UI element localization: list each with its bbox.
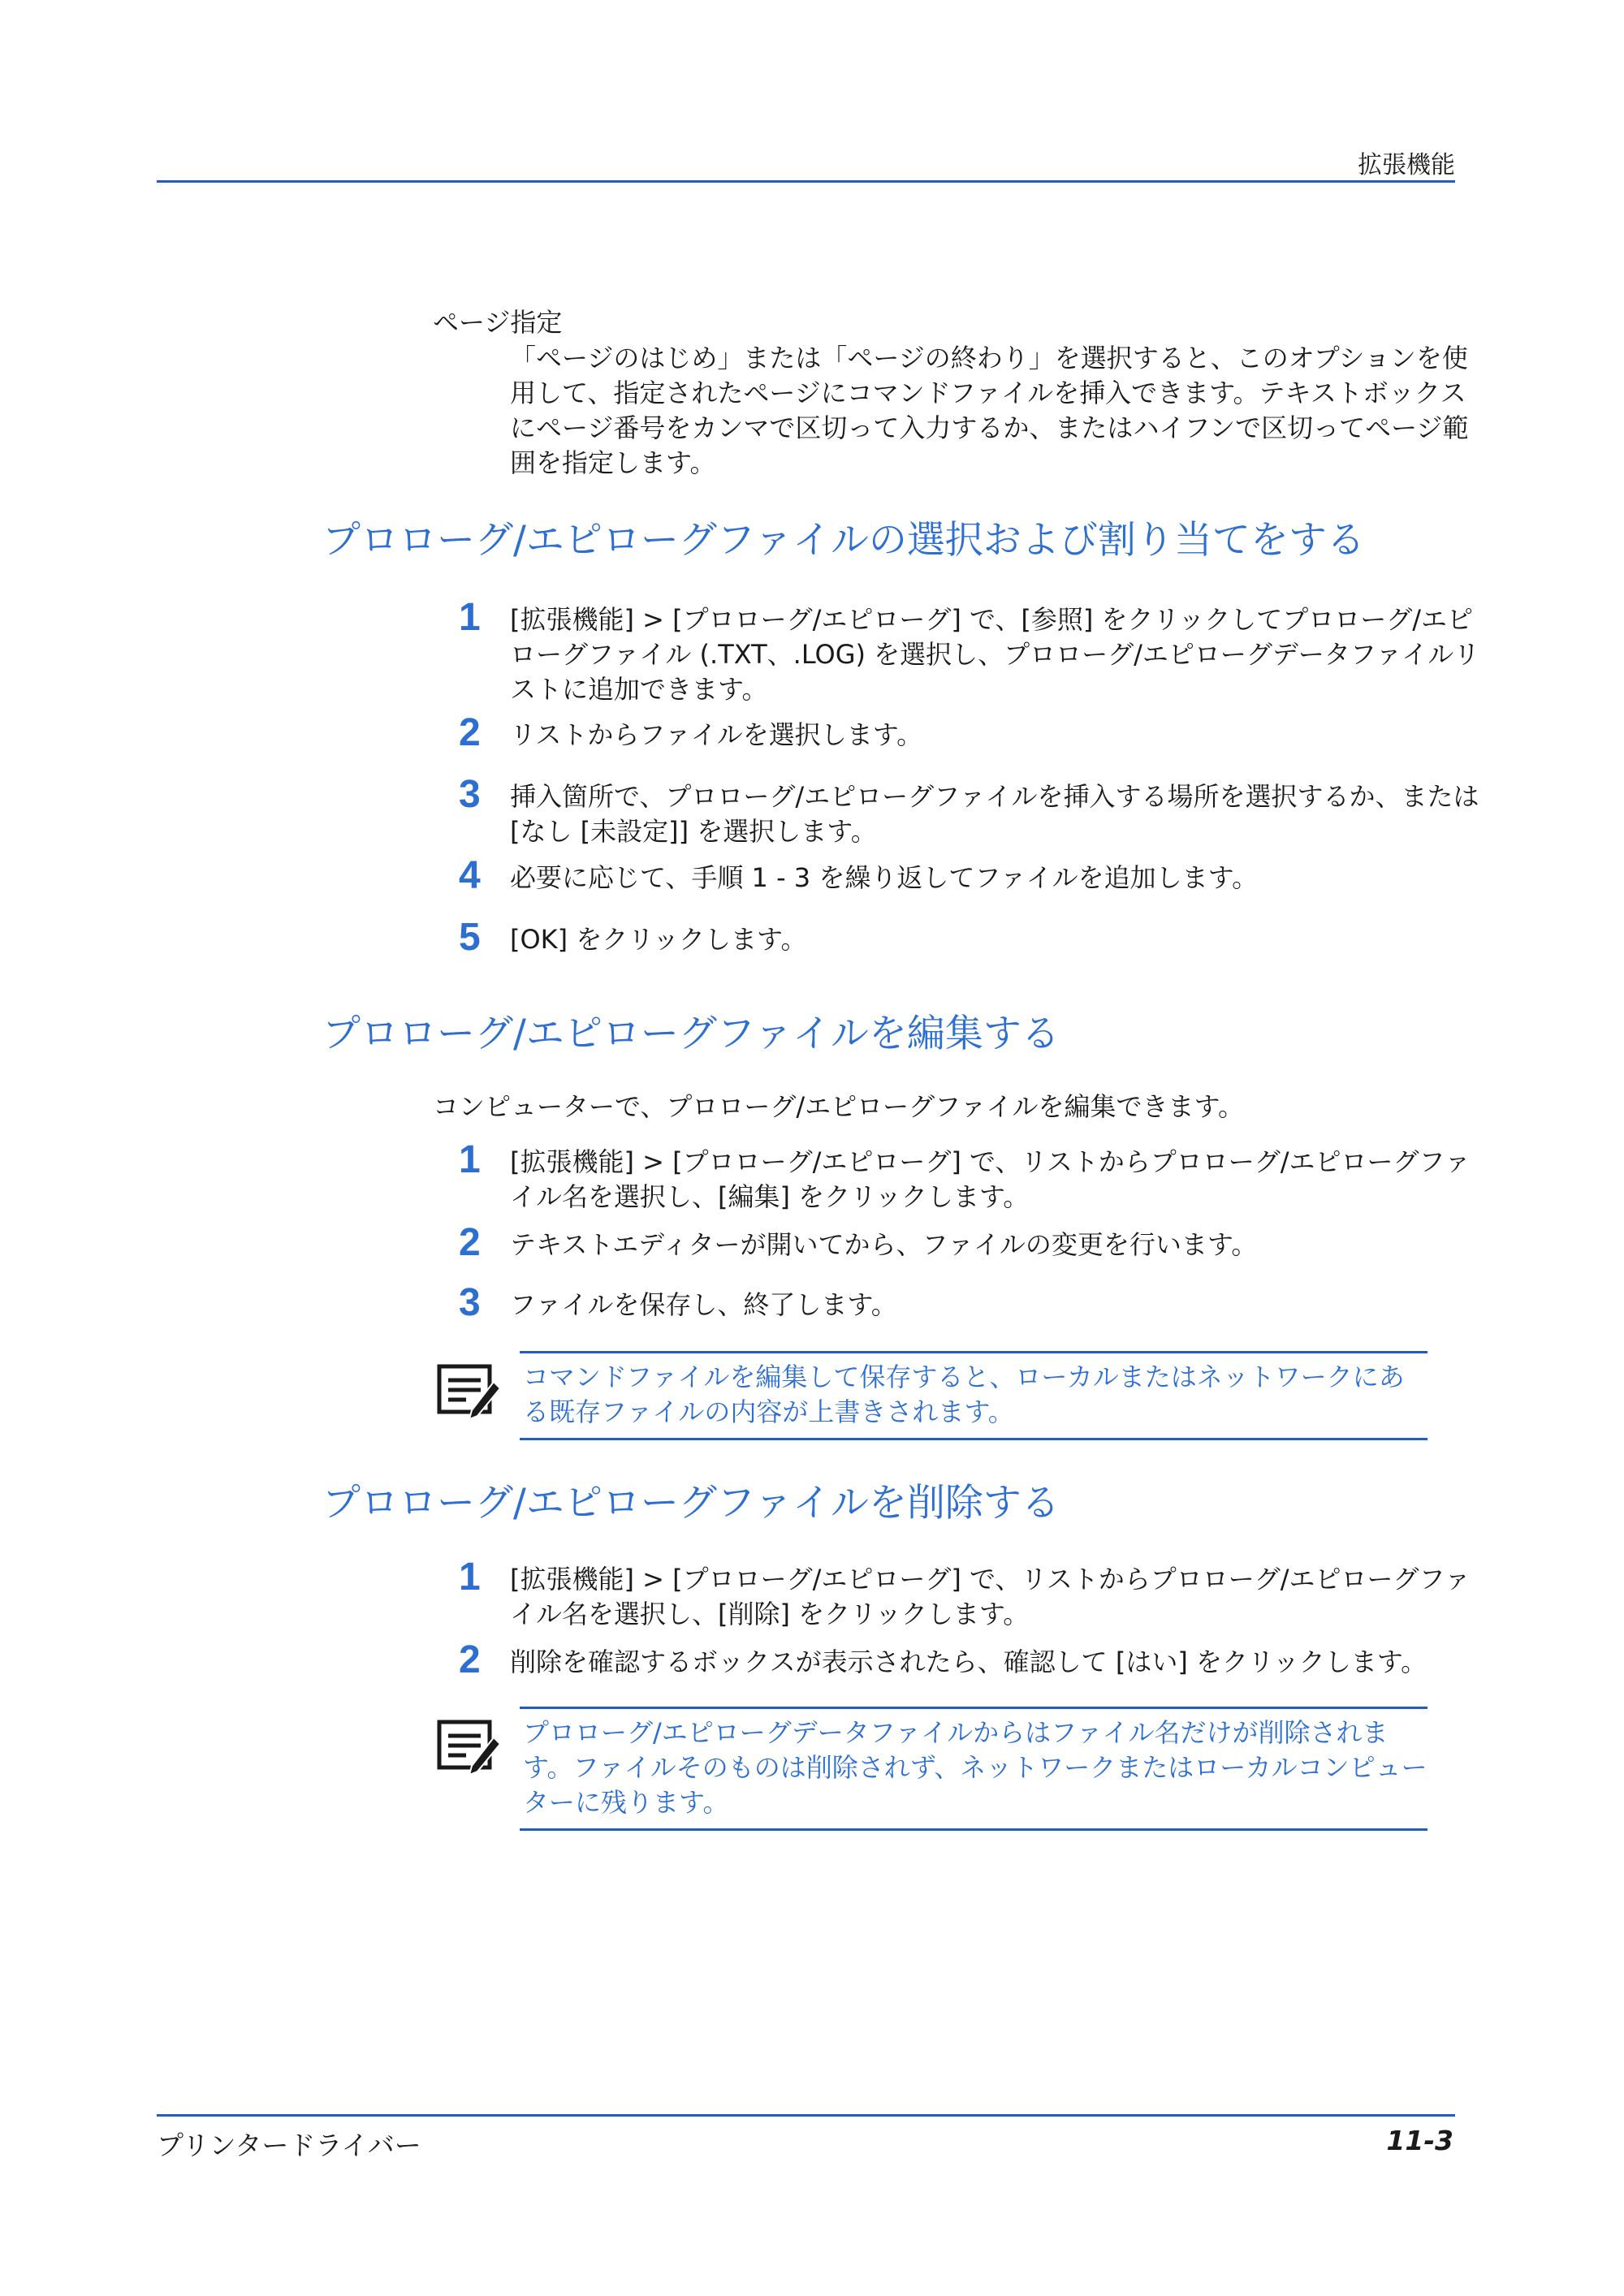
step-item <box>459 711 1490 754</box>
step-number: 1 <box>459 1556 481 1599</box>
note-box <box>520 1707 1427 1831</box>
running-header: 拡張機能 <box>1358 151 1455 179</box>
step-item <box>459 1281 1490 1324</box>
step-text: [OK] をクリックします。 <box>510 924 807 955</box>
step-item <box>459 916 1490 959</box>
note-icon <box>437 1720 502 1778</box>
note-text: コマンドファイルを編集して保存すると、ローカルまたはネットワークにある既存ファイルの内容が上書きされます。 <box>523 1362 1405 1427</box>
definition-description: 「ページのはじめ」または「ページの終わり」を選択すると、このオプションを使用して、指定されたページにコマンドファイルを挿入できます。テキストボックスにページ番号をカンマで区切って入力するか、またはハイフンで区切ってページ範囲を指定します。 <box>510 343 1469 478</box>
step-text: [拡張機能] > [プロローグ/エピローグ] で、リストからプロローグ/エピローグファイル名を選択し、[編集] をクリックします。 <box>510 1146 1471 1212</box>
section-heading-select: プロローグ/エピローグファイルの選択および割り当てをする <box>322 518 1365 563</box>
header-rule <box>157 180 1455 183</box>
step-number: 3 <box>459 773 481 816</box>
step-number: 5 <box>459 916 481 959</box>
step-number: 2 <box>459 1221 481 1264</box>
definition-term: ページ指定 <box>433 307 563 338</box>
page-number: 11-3 <box>1386 2125 1453 2156</box>
step-item <box>459 773 1490 849</box>
step-text: 削除を確認するボックスが表示されたら、確認して [はい] をクリックします。 <box>510 1646 1427 1677</box>
note-icon <box>437 1364 502 1422</box>
step-number: 2 <box>459 1638 481 1681</box>
step-text: [拡張機能] > [プロローグ/エピローグ] で、リストからプロローグ/エピローグファイル名を選択し、[削除] をクリックします。 <box>510 1564 1471 1629</box>
step-text: テキストエディターが開いてから、ファイルの変更を行います。 <box>510 1229 1258 1260</box>
note-box <box>520 1351 1427 1440</box>
step-item <box>459 1638 1490 1681</box>
step-text: ファイルを保存し、終了します。 <box>510 1289 897 1320</box>
section-heading-edit: プロローグ/エピローグファイルを編集する <box>322 1012 1060 1056</box>
step-item <box>459 1221 1490 1264</box>
step-item <box>459 1556 1490 1632</box>
step-number: 3 <box>459 1281 481 1324</box>
section-intro: コンピューターで、プロローグ/エピローグファイルを編集できます。 <box>433 1091 1244 1122</box>
step-number: 2 <box>459 711 481 754</box>
step-text: リストからファイルを選択します。 <box>510 719 923 750</box>
footer-rule <box>157 2114 1455 2117</box>
step-number: 1 <box>459 596 481 639</box>
step-item <box>459 854 1490 897</box>
footer-title: プリンタードライバー <box>157 2130 421 2161</box>
step-text: 必要に応じて、手順 1 - 3 を繰り返してファイルを追加します。 <box>510 862 1259 893</box>
section-heading-delete: プロローグ/エピローグファイルを削除する <box>322 1481 1060 1526</box>
step-number: 1 <box>459 1138 481 1181</box>
step-item <box>459 1138 1490 1215</box>
step-text: 挿入箇所で、プロローグ/エピローグファイルを挿入する場所を選択するか、または [なし [未設定]] を選択します。 <box>510 781 1479 847</box>
step-text: [拡張機能] > [プロローグ/エピローグ] で、[参照] をクリックしてプロローグ/エピローグファイル (.TXT、.LOG) を選択し、プロローグ/エピローグデータファイルリストに追加できます。 <box>510 604 1480 705</box>
note-text: プロローグ/エピローグデータファイルからはファイル名だけが削除されます。ファイルそのものは削除されず、ネットワークまたはローカルコンピューターに残ります。 <box>523 1717 1427 1818</box>
step-number: 4 <box>459 854 481 897</box>
step-item <box>459 596 1490 707</box>
